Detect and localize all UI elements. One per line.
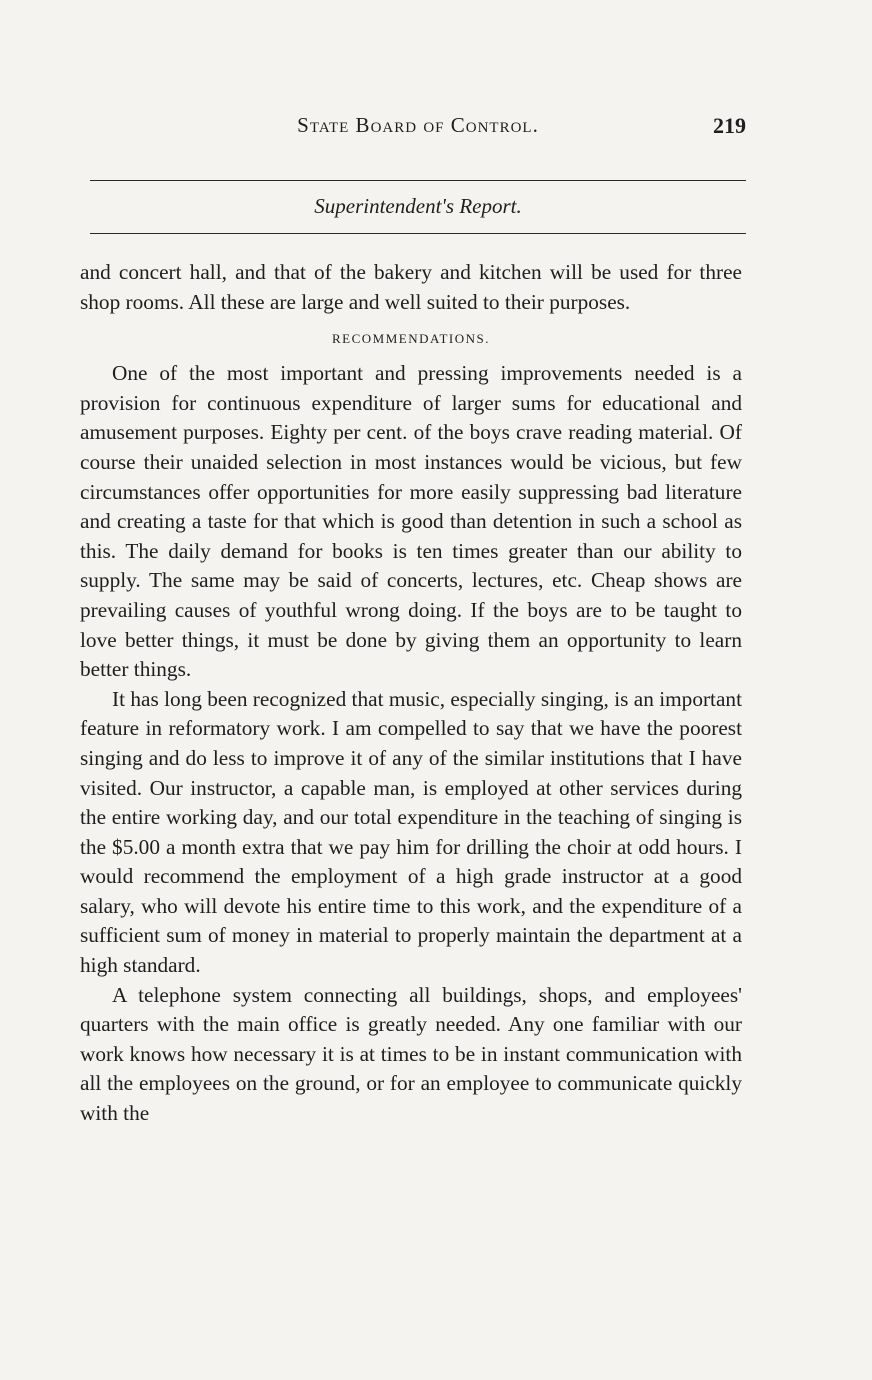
paragraph-music: It has long been recognized that music, especially singing, is an important feature in reformatory work. I am compelled to say that we have the poorest singing and do less to improve it of any of the similar institutions that I have visited. Our instructor, a capable man, is employed at other services during the entire working day, and our total expenditure in the teaching of singing is the $5.00 a month extra that we pay him for drilling the choir at odd hours. I would recommend the employment of a high grade instructor at a good salary, who will devote his entire time to this work, and the expenditure of a sufficient sum of money in material to properly maintain the department at a high standard.	[80, 686, 742, 978]
continuation-paragraph: and concert hall, and that of the bakery and kitchen will be used for three shop rooms. All these are large and well suited to their purposes.	[80, 260, 742, 314]
section-heading: Superintendent's Report.	[314, 194, 522, 218]
top-rule	[90, 180, 746, 181]
running-head-title: State Board of Control.	[297, 113, 539, 137]
recommendations-subheading: RECOMMENDATIONS.	[332, 331, 490, 347]
running-head	[90, 113, 746, 143]
page-number: 219	[713, 113, 746, 138]
paragraph-reading-material: One of the most important and pressing improvements needed is a provision for continuous expenditure of larger sums for educational and amusement purposes. Eighty per cent. of the boys crave reading material. Of course their unaided selection in most instances would be vicious, but few circumstances offer opportunities for more easily suppressing bad literature and creating a taste for that which is good than detention in such a school as this. The daily demand for books is ten times greater than our ability to supply. The same may be said of concerts, lectures, etc. Cheap shows are prevailing causes of youthful wrong doing. If the boys are to be taught to love better things, it must be done by giving them an opportunity to learn better things.	[80, 361, 742, 682]
body-text	[80, 258, 742, 1129]
bottom-rule	[90, 233, 746, 234]
paragraph-telephone: A telephone system connecting all buildings, shops, and employees' quarters with the main office is greatly needed. Any one familiar with our work knows how necessary it is at times to be in instant communication with all the employees on the ground, or for an employee to communicate quickly with the	[80, 982, 742, 1126]
